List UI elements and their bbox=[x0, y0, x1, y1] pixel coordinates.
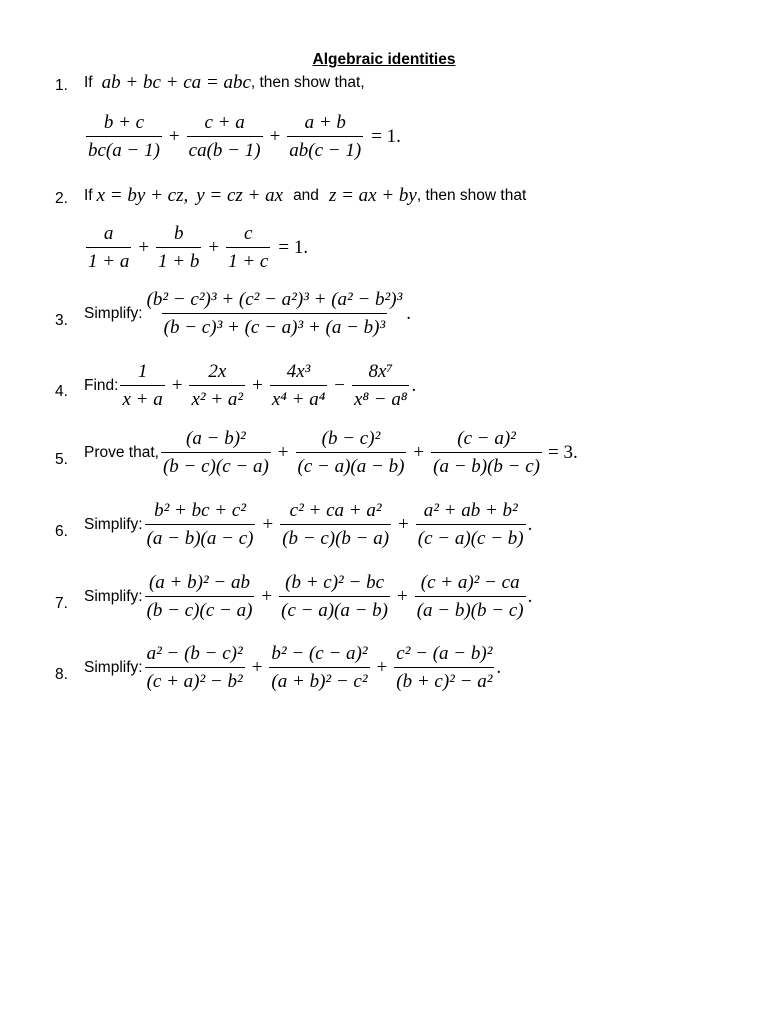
problem-8-number: 8. bbox=[55, 666, 68, 683]
denominator: (a + b)² − c² bbox=[269, 667, 369, 693]
operator: + bbox=[252, 375, 263, 396]
denominator: 1 + b bbox=[156, 247, 201, 273]
problem-2-cond2: y = cz + ax bbox=[196, 185, 284, 206]
problem-6-number: 6. bbox=[55, 523, 68, 540]
denominator: 1 + a bbox=[86, 247, 131, 273]
operator: + bbox=[413, 442, 425, 463]
problem-7-label: Simplify: bbox=[84, 588, 143, 605]
numerator: (b + c)² − bc bbox=[285, 572, 384, 593]
result: = 1. bbox=[278, 237, 309, 258]
fraction bbox=[145, 289, 405, 339]
problem-5-number: 5. bbox=[55, 451, 68, 468]
operator: + bbox=[398, 514, 409, 535]
denominator: (b − c)(b − a) bbox=[280, 524, 391, 550]
end-mark: . bbox=[496, 657, 502, 678]
numerator: (a + b)² − ab bbox=[148, 572, 250, 593]
problem-8-label: Simplify: bbox=[84, 659, 143, 676]
problem-2-cond1: x = by + cz, bbox=[96, 185, 189, 206]
fraction bbox=[156, 223, 201, 273]
numerator: 8x⁷ bbox=[368, 361, 394, 382]
denominator: (a − b)(a − c) bbox=[145, 524, 256, 550]
problem-8-equation bbox=[84, 643, 501, 693]
problem-2-statement bbox=[84, 185, 526, 207]
fraction bbox=[226, 223, 270, 273]
numerator: (b² − c²)³ + (c² − a²)³ + (a² − b²)³ bbox=[146, 289, 403, 310]
fraction bbox=[431, 428, 542, 478]
denominator: (a − b)(b − c) bbox=[415, 596, 526, 622]
numerator: a² − (b − c)² bbox=[146, 643, 243, 664]
numerator: c bbox=[244, 223, 253, 244]
result: = 3. bbox=[548, 442, 578, 463]
numerator: (c − a)² bbox=[457, 428, 516, 449]
problem-1-equation bbox=[84, 112, 401, 162]
denominator: (c − a)(c − b) bbox=[416, 524, 526, 550]
numerator: c² − (a − b)² bbox=[396, 643, 493, 664]
fraction bbox=[280, 500, 391, 550]
operator: + bbox=[171, 375, 183, 396]
denominator: x² + a² bbox=[189, 385, 245, 411]
numerator: a bbox=[103, 223, 114, 244]
problem-2-post: , then show that bbox=[416, 187, 527, 204]
numerator: a + b bbox=[304, 112, 346, 133]
operator: + bbox=[277, 442, 289, 463]
problem-5-equation bbox=[84, 428, 578, 478]
denominator: (a − b)(b − c) bbox=[431, 452, 542, 478]
problem-3-number: 3. bbox=[55, 312, 68, 329]
fraction bbox=[279, 572, 390, 622]
problem-7-equation bbox=[84, 572, 532, 622]
denominator: 1 + c bbox=[226, 247, 270, 273]
numerator: c + a bbox=[204, 112, 245, 133]
denominator: x⁸ − a⁸ bbox=[352, 385, 409, 411]
denominator: (b − c)³ + (c − a)³ + (a − b)³ bbox=[162, 313, 388, 339]
numerator: 4x³ bbox=[286, 361, 311, 382]
operator: + bbox=[261, 586, 273, 607]
numerator: (c + a)² − ca bbox=[420, 572, 520, 593]
problem-1-if: If bbox=[84, 74, 93, 91]
denominator: (b + c)² − a² bbox=[394, 667, 494, 693]
problem-2-if: If bbox=[84, 187, 93, 204]
numerator: b + c bbox=[103, 112, 145, 133]
end-mark: . bbox=[411, 375, 417, 396]
fraction bbox=[269, 643, 369, 693]
problem-2-number: 2. bbox=[55, 190, 68, 207]
problem-1-number: 1. bbox=[55, 77, 68, 94]
fraction bbox=[270, 361, 327, 411]
fraction bbox=[187, 112, 263, 162]
denominator: ab(c − 1) bbox=[287, 136, 363, 162]
end-mark: . bbox=[527, 586, 533, 607]
fraction bbox=[394, 643, 494, 693]
problem-1-post: , then show that, bbox=[250, 74, 365, 91]
numerator: (a − b)² bbox=[186, 428, 246, 449]
problem-3-equation bbox=[84, 289, 411, 339]
numerator: b bbox=[173, 223, 184, 244]
problem-4-number: 4. bbox=[55, 383, 68, 400]
fraction bbox=[415, 572, 526, 622]
fraction bbox=[352, 361, 409, 411]
denominator: ca(b − 1) bbox=[187, 136, 263, 162]
operator: − bbox=[334, 375, 346, 396]
operator: + bbox=[168, 126, 180, 147]
fraction bbox=[145, 643, 245, 693]
operator: + bbox=[208, 237, 220, 258]
fraction bbox=[189, 361, 245, 411]
denominator: (c + a)² − b² bbox=[145, 667, 245, 693]
operator: + bbox=[138, 237, 150, 258]
numerator: 1 bbox=[137, 361, 148, 382]
end-mark: . bbox=[406, 303, 412, 324]
numerator: b² + bc + c² bbox=[154, 500, 246, 521]
numerator: 2x bbox=[208, 361, 227, 382]
numerator: (b − c)² bbox=[321, 428, 381, 449]
fraction bbox=[161, 428, 271, 478]
fraction bbox=[86, 223, 131, 273]
problem-1-statement bbox=[84, 72, 365, 94]
operator: + bbox=[262, 514, 274, 535]
problem-3-label: Simplify: bbox=[84, 305, 143, 322]
denominator: (b − c)(c − a) bbox=[145, 596, 255, 622]
problem-4-label: Find: bbox=[84, 377, 119, 394]
problem-6-label: Simplify: bbox=[84, 516, 143, 533]
numerator: a² + ab + b² bbox=[423, 500, 518, 521]
result: = 1. bbox=[371, 126, 401, 147]
operator: + bbox=[251, 657, 263, 678]
page-title: Algebraic identities bbox=[312, 51, 456, 68]
numerator: b² − (c − a)² bbox=[271, 643, 368, 664]
problem-2-and: and bbox=[293, 187, 319, 204]
operator: + bbox=[376, 657, 388, 678]
fraction bbox=[296, 428, 407, 478]
end-mark: . bbox=[527, 514, 533, 535]
denominator: x⁴ + a⁴ bbox=[270, 385, 327, 411]
fraction bbox=[120, 361, 164, 411]
operator: + bbox=[269, 126, 281, 147]
denominator: (c − a)(a − b) bbox=[296, 452, 407, 478]
problem-6-equation bbox=[84, 500, 532, 550]
problem-4-equation bbox=[84, 361, 416, 411]
denominator: x + a bbox=[120, 385, 164, 411]
fraction bbox=[86, 112, 162, 162]
denominator: bc(a − 1) bbox=[86, 136, 162, 162]
numerator: c² + ca + a² bbox=[289, 500, 382, 521]
fraction bbox=[416, 500, 526, 550]
problem-2-equation bbox=[84, 223, 308, 273]
denominator: (c − a)(a − b) bbox=[279, 596, 390, 622]
problem-2-cond3: z = ax + by bbox=[328, 185, 417, 206]
fraction bbox=[145, 500, 256, 550]
fraction bbox=[287, 112, 363, 162]
operator: + bbox=[397, 586, 408, 607]
problem-5-label: Prove that, bbox=[84, 444, 159, 461]
problem-1-condition: ab + bc + ca = abc bbox=[101, 72, 251, 93]
denominator: (b − c)(c − a) bbox=[161, 452, 271, 478]
fraction bbox=[145, 572, 255, 622]
problem-7-number: 7. bbox=[55, 595, 68, 612]
